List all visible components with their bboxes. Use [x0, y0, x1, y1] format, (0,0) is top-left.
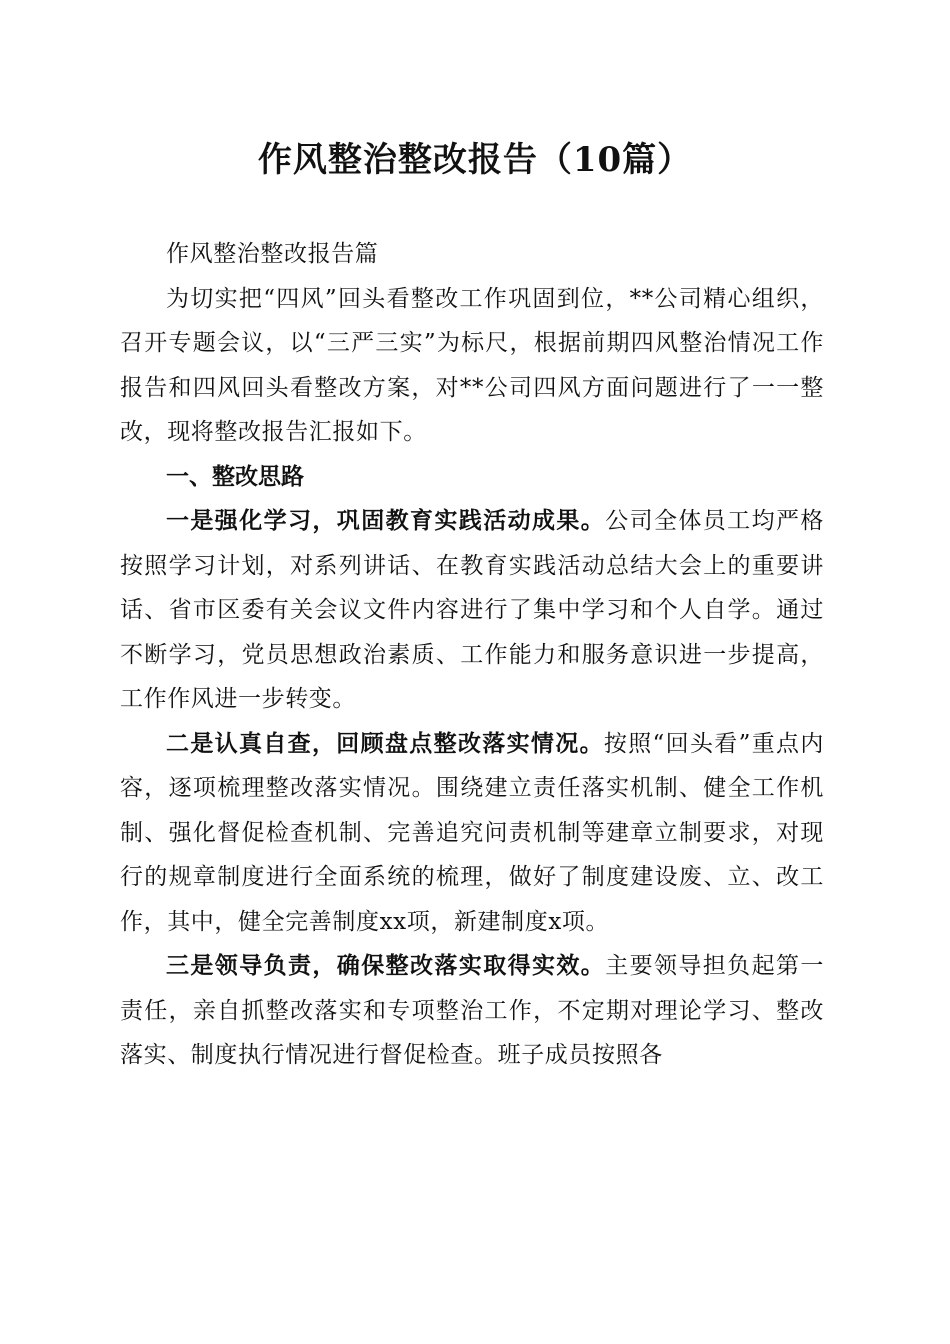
item-1-body: 公司全体员工均严格按照学习计划，对系列讲话、在教育实践活动总结大会上的重要讲话、省市区委有关会议文件内容进行了集中学习和个人自学。通过不断学习，党员思想政治素质、工作能力和服务意识进一步提高，工作作风进一步转变。	[120, 508, 824, 712]
section-heading-1: 一、整改思路	[166, 463, 304, 490]
document-title: 作风整治整改报告（10篇）	[257, 140, 693, 180]
item-1-lead: 一是强化学习，巩固教育实践活动成果。	[166, 507, 606, 534]
item-3-body: 主要领导担负起第一责任，亲自抓整改落实和专项整治工作，不定期对理论学习、整改落实、制度执行情况进行督促检查。班子成员按照各	[120, 953, 824, 1068]
item-3-lead: 三是领导负责，确保整改落实取得实效。	[166, 952, 606, 979]
document-body	[120, 232, 824, 1078]
item-2-body: 按照“回头看”重点内容，逐项梳理整改落实情况。围绕建立责任落实机制、健全工作机制、强化督促检查机制、完善追究问责机制等建章立制要求，对现行的规章制度进行全面系统的梳理，做好了制度建设废、立、改工作，其中，健全完善制度xx项，新建制度x项。	[120, 730, 824, 935]
intro-paragraph: 为切实把“四风”回头看整改工作巩固到位，**公司精心组织，召开专题会议，以“三严三实”为标尺，根据前期四风整治情况工作报告和四风回头看整改方案，对**公司四风方面问题进行了一一整改，现将整改报告汇报如下。	[120, 285, 824, 445]
item-2-lead: 二是认真自查，回顾盘点整改落实情况。	[166, 729, 604, 757]
paragraph-item-3	[120, 944, 824, 1078]
document-subtitle: 作风整治整改报告篇	[166, 241, 379, 267]
paragraph-item-2	[120, 722, 824, 945]
paragraph-item-1	[120, 499, 824, 722]
